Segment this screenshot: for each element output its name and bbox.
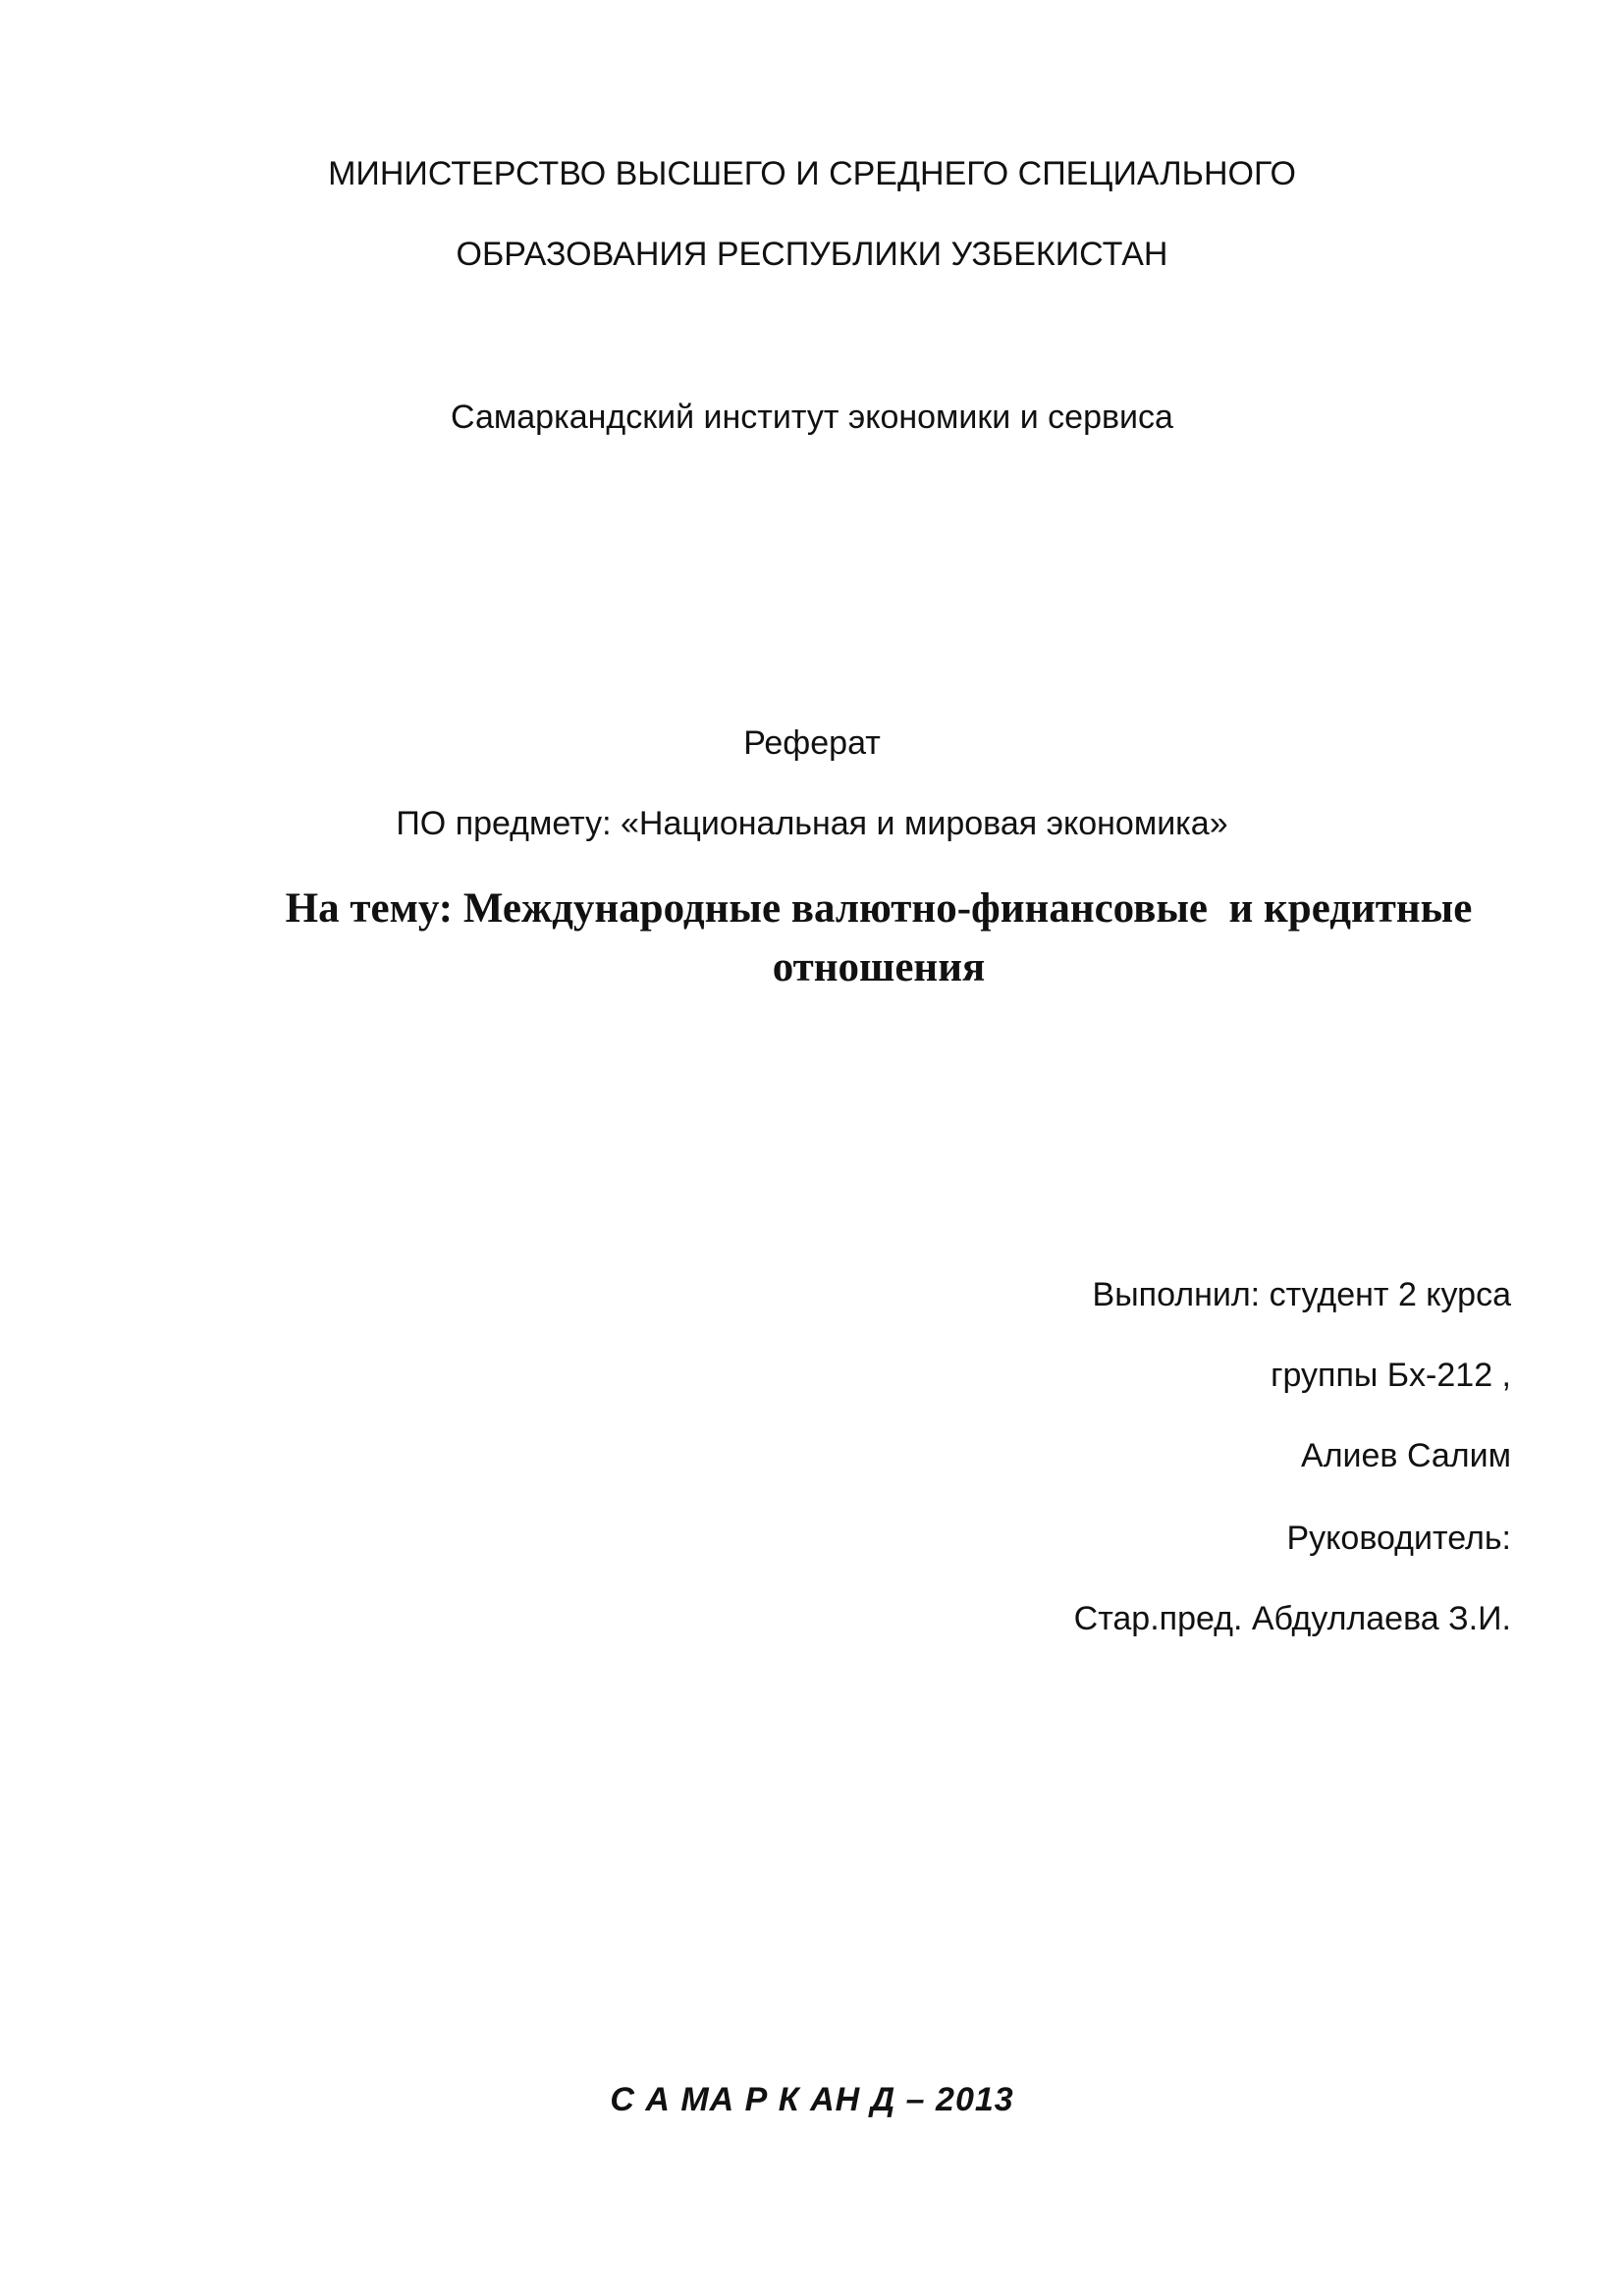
ministry-line-1: МИНИСТЕРСТВО ВЫСШЕГО И СРЕДНЕГО СПЕЦИАЛЬНОГО	[328, 155, 1296, 192]
city-year: С А МА Р К АН Д – 2013	[610, 2081, 1014, 2118]
student-name: Алиев Салим	[1301, 1437, 1511, 1474]
performed-by: Выполнил: студент 2 курса	[1092, 1276, 1511, 1313]
institute-name: Самаркандский институт экономики и сервиса	[451, 399, 1173, 436]
document-type: Реферат	[743, 724, 881, 762]
ministry-line-2: ОБРАЗОВАНИЯ РЕСПУБЛИКИ УЗБЕКИСТАН	[456, 236, 1168, 273]
subject-line: ПО предмету: «Национальная и мировая экономика»	[396, 805, 1228, 842]
topic-title	[196, 880, 1561, 997]
topic-title-line-2: отношения	[772, 944, 986, 990]
supervisor-label: Руководитель:	[1286, 1520, 1511, 1557]
topic-title-line-1: На тему: Международные валютно-финансовые и кредитные	[285, 885, 1473, 932]
supervisor-name: Стар.пред. Абдуллаева З.И.	[1073, 1600, 1511, 1637]
student-group: группы Бх-212 ,	[1271, 1357, 1511, 1394]
